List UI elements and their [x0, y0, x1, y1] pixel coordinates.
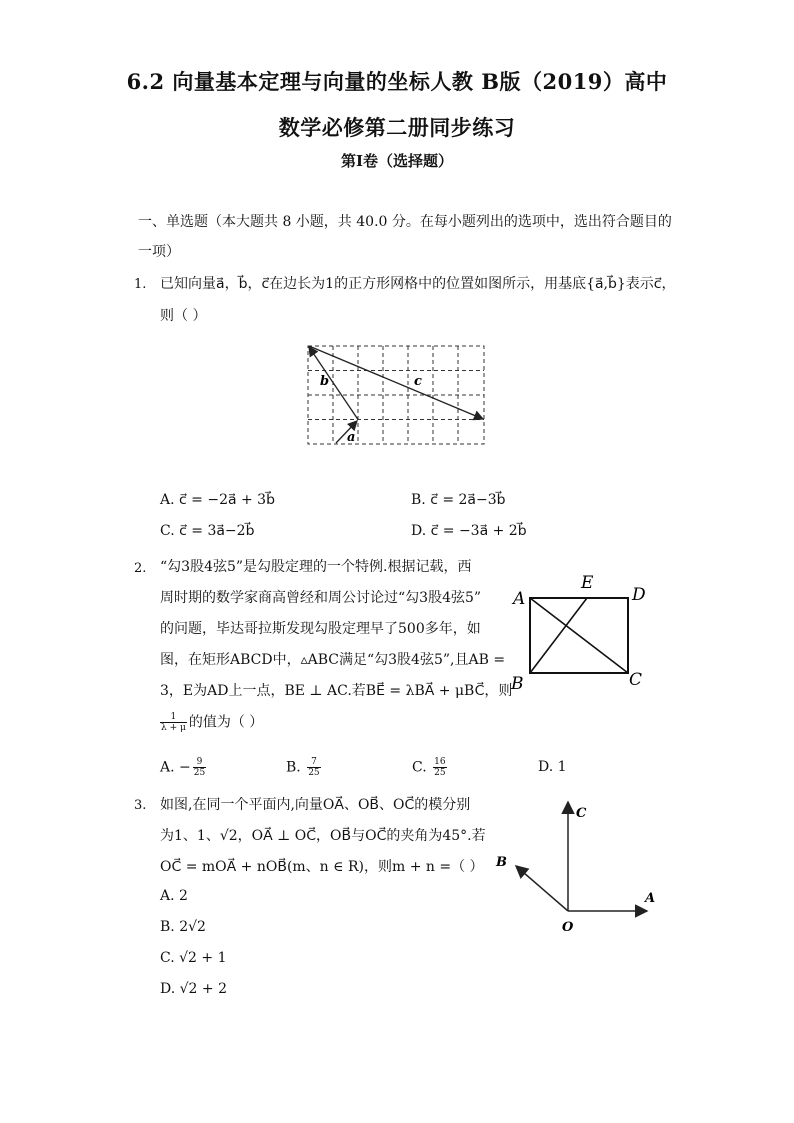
question-2-text-line3: 的问题，毕达哥拉斯发现勾股定理早了500多年，如 [160, 621, 481, 637]
question-1-text-line1: 已知向量a⃗，b⃗，c⃗在边长为1的正方形网格中的位置如图所示，用基底{a⃗,b⃗}表示c⃗， [160, 276, 676, 292]
question-2-number: 2. [134, 561, 147, 576]
question-3-option-d[interactable]: D. √2 + 2 [160, 981, 227, 997]
point-a-label: A [513, 589, 526, 609]
question-3-number: 3. [134, 798, 147, 813]
point-e-label: E [581, 573, 594, 593]
grid-lines [308, 346, 484, 444]
vector-c-label: c [414, 374, 422, 389]
vector-b-label: b [320, 374, 330, 389]
point-d-label: D [632, 585, 646, 605]
section-heading-line1: 一、单选题（本大题共 8 小题，共 40.0 分。在每小题列出的选项中，选出符合题目的 [138, 214, 672, 230]
vector-a-label: a [347, 430, 356, 445]
question-1-option-a[interactable]: A. c⃗ = −2a⃗ + 3b⃗ [160, 492, 275, 508]
question-2-text-line4: 图，在矩形ABCD中，▵ABC满足“勾3股4弦5”,且AB = [160, 652, 506, 668]
question-1-option-b[interactable]: B. c⃗ = 2a⃗−3b⃗ [411, 492, 506, 508]
question-2-text-line5: 3，E为AD上一点，BE ⊥ AC.若BE⃗ = λBA⃗ + μBC⃗，则 [160, 683, 513, 699]
question-1-number: 1. [134, 277, 147, 292]
question-3-text-line2: 为1、1、√2，OA⃗ ⊥ OC⃗，OB⃗与OC⃗的夹角为45°.若 [160, 828, 486, 844]
question-3-option-c[interactable]: C. √2 + 1 [160, 950, 227, 966]
vector-b-arrow [309, 347, 358, 420]
question-2-option-c[interactable]: C. $\frac{16}{25}$ [412, 757, 446, 778]
point-c-label: C [576, 806, 587, 821]
question-3-text-line1: 如图,在同一个平面内,向量OA⃗、OB⃗、OC⃗的模分别 [160, 797, 471, 813]
question-2-option-a[interactable]: A. − $\frac{9}{25}$ [160, 757, 206, 778]
question-2-text-line1: “勾3股4弦5”是勾股定理的一个特例.根据记载，西 [160, 559, 472, 575]
volume-label: 第Ⅰ卷（选择题） [340, 152, 454, 170]
question-3-option-a[interactable]: A. 2 [160, 888, 188, 904]
question-3-option-b[interactable]: B. 2√2 [160, 919, 206, 935]
question-2-ask: $\frac{1}{\lambda + \mu}$ 的值为（ ） [161, 712, 264, 733]
point-b-label: B [511, 674, 524, 694]
question-2-text-line2: 周时期的数学家商高曾经和周公讨论过“勾3股4弦5” [160, 590, 482, 606]
question-3-text-line3: OC⃗ = mOA⃗ + nOB⃗(m、n ∈ R)，则m + n =（ ） [160, 859, 484, 875]
question-1-text-line2: 则（ ） [160, 308, 207, 324]
document-title-line2: 数学必修第二册同步练习 [278, 115, 516, 140]
point-b-label: B [496, 855, 507, 870]
question-2-option-b[interactable]: B. $\frac{7}{25}$ [286, 757, 320, 778]
vector-c-arrow [309, 346, 483, 419]
point-o-label: O [562, 920, 574, 935]
question-3-vector-figure [490, 790, 660, 940]
question-2-fraction: $\frac{1}{\lambda + \mu}$ [161, 712, 186, 733]
vector-ob-arrow [516, 866, 568, 911]
question-2-option-d[interactable]: D. 1 [538, 759, 567, 775]
document-title-line1: 6.2 向量基本定理与向量的坐标人教 B版（2019）高中 [126, 69, 668, 94]
question-2-rectangle-figure [505, 570, 655, 695]
question-1-option-d[interactable]: D. c⃗ = −3a⃗ + 2b⃗ [411, 523, 527, 539]
point-a-label: A [645, 891, 656, 906]
question-1-grid-figure [300, 340, 490, 450]
question-1-option-c[interactable]: C. c⃗ = 3a⃗−2b⃗ [160, 523, 255, 539]
point-c-label: C [629, 670, 643, 690]
section-heading-line2: 一项） [138, 244, 180, 260]
